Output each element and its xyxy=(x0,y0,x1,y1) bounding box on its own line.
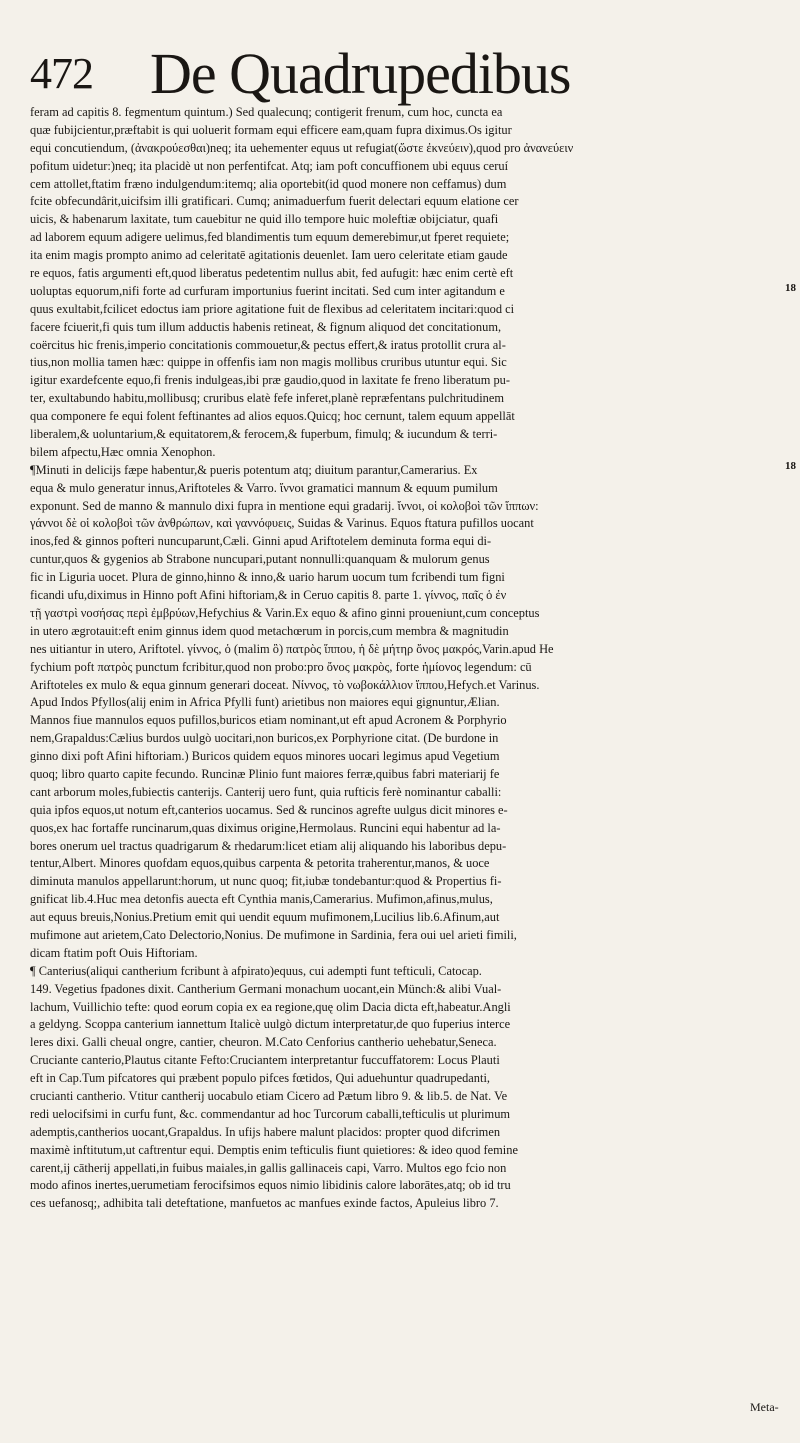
text-line: mufimone aut arietem,Cato Delectorio,Nonius. De mufimone in Sardinia, fera oui uel arieti fimili, xyxy=(30,927,517,942)
text-line: feram ad capitis 8. fegmentum quintum.) Sed qualecunq; contigerit frenum, cum hoc, cuncta ea xyxy=(30,105,503,119)
text-line: leres dixi. Galli cheual ongre, cantier, cheuron. M.Cato Cenforius cantherio uehebatur,Seneca. xyxy=(30,1035,497,1050)
text-line: redi uelocifsimi in curfu funt, &c. commendantur ad hoc Turcorum caballi,tefticulis ut plurimum xyxy=(30,1106,511,1121)
text-line: ter, exultabundo habitu,mollibusq; cruribus elatè fefe inferet,planè repræfentans pulchritudinem xyxy=(30,391,504,406)
text-line: ad laborem equum adigere uelimus,fed blandimentis tum equum demerebimur,ut fperet requiete; xyxy=(30,230,510,245)
text-line: carent,ij cātherij appellati,in fuibus maiales,in gallis gallinaceis capi, Varro. Multos ego fcio non xyxy=(30,1160,507,1175)
text-line: liberalem,& uoluntarium,& equitatorem,& ferocem,& fuperbum, fimulq; & iucundum & terri- xyxy=(30,427,498,442)
text-line: ficandi ufu,diximus in Hinno poft Afini hiftoriam,& in Ceruo capitis 8. parte 1. γίννος, παῖς ὁ ἐν xyxy=(30,588,507,603)
text-line: τῇ γαστρὶ νοσήσας περὶ ἐμβρύων,Hefychius & Varin.Ex equo & afino ginni proueniunt,cum conceptus xyxy=(30,605,540,620)
page-header xyxy=(30,38,790,108)
text-line: ces uefanosq;, adhibita tali deteftatione, manfuetos ac manfues exinde factos, Apuleius libro 7. xyxy=(30,1196,499,1211)
text-line: pofitum uidetur:)neq; ita placidè ut non perfentifcat. Atq; iam poft concuffionem ubi equus ceruí xyxy=(30,158,509,173)
text-line: quus exultabit,fcilicet edoctus iam priore agitatione fuit de flexibus ad celeritatem incitari:quod ci xyxy=(30,301,515,316)
text-line: quos,ex hac fortaffe runcinarum,quas diximus origine,Hermolaus. Runcini equi habentur ad la- xyxy=(30,820,501,835)
text-line: uoluptas equorum,nifi forte ad curfuram importunius fuerint incitati. Sed cum inter agitandum e xyxy=(30,283,505,298)
text-line: Cruciante canterio,Plautus citante Fefto:Cruciantem interpretantur fuccuffatorem: Locus Plauti xyxy=(30,1053,500,1068)
text-line: quæ fubijcientur,præftabit is qui uoluerit formam equi efficere eam,quam fupra diximus.Os igitur xyxy=(30,122,512,137)
text-line: in utero ægrotauit:eft enim ginnus idem quod metachœrum in porcis,cum membra & magnitudin xyxy=(30,623,509,638)
text-line: lachum, Vuillichio tefte: quod eorum copia ex ea regione,quę olim Dacia dicta eft,habeatur.Angli xyxy=(30,999,511,1014)
text-line: bilem afpectu,Hæc omnia Xenophon. xyxy=(30,444,216,459)
text-line: fic in Liguria uocet. Plura de ginno,hinno & inno,& uario harum uocum tum fcribendi tum figni xyxy=(30,570,505,585)
text-line: maximè inftitutum,ut caftrentur equi. Demptis enim tefticulis fiunt quietiores: & ideo quod femine xyxy=(30,1142,518,1157)
body-text xyxy=(30,104,798,1213)
text-line: quia ipfos equos,ut notum eft,canterios uocamus. Sed & runcinos agrefte uulgus dicit minores e- xyxy=(30,802,508,817)
text-line: equa & mulo generatur innus,Ariftoteles & Varro. ἴννοι gramatici mannum & equum pumilum xyxy=(30,480,498,495)
page-number: 472 xyxy=(30,49,93,98)
text-line: cant arborum moles,fubiectis canterijs. Canterij uero funt, quia rufticis ferè nominantur caballi: xyxy=(30,784,502,799)
text-line: ginno dixi poft Afini hiftoriam.) Buricos quidem equos minores uocari legimus apud Vegetium xyxy=(30,749,500,764)
text-line: dicam ftatim poft Ouis Hiftoriam. xyxy=(30,945,198,960)
text-line: equi concutiendum, (ἀνακρούεσθαι)neq; ita uehementer equus ut refugiat(ὥστε ἐκνεύειν),quod pro ἀνανεύειν xyxy=(30,140,574,155)
text-line: re equos, fatis argumenti eft,quod liberatus pedetentim nullus abit, fed aufugit: hæc enim certè eft xyxy=(30,266,514,281)
text-line: fcite obfecundârit,uicifsim illi gratificari. Cumq; animaduerfum fuerit delectari equum elatione cer xyxy=(30,194,519,209)
text-line: nem,Grapaldus:Cælius burdos uulgò uocitari,non buricos,ex Porphyrione citat. (De burdone in xyxy=(30,731,499,746)
page-title: De Quadrupedibus xyxy=(150,41,571,106)
text-line: aut equus breuis,Nonius.Pretium emit qui uendit equum mufimonem,Lucilius lib.6.Afinum,aut xyxy=(30,910,500,925)
text-line: Ariftoteles ex mulo & equa ginnum generari doceat. Νίννος, τὸ νωβοκάλλιον ἵππου,Hefych.et Varinus. xyxy=(30,677,540,692)
text-line: 149. Vegetius fpadones dixit. Cantherium Germani monachum uocant,ein Münch:& alibi Vual- xyxy=(30,981,502,996)
text-line: quoq; libro quarto capite fecundo. Runcinæ Plinio funt maiores ferræ,quibus fabri materiarij fe xyxy=(30,766,500,781)
text-line: crucianti cantherio. Vtitur cantherij uocabulo etiam Cicero ad Pætum libro 9. & lib.5. de Nat. Ve xyxy=(30,1088,508,1103)
text-line: nes uitiantur in utero, Ariftotel. γίννος, ὁ (malim ὃ) πατρὸς ἵππου, ἡ δὲ μήτηρ ὄνος μακρός,Varin.apud He xyxy=(30,641,554,656)
text-line: fychium poft πατρὸς punctum fcribitur,quod non probo:pro ὄνος μακρὸς, forte ἡμίονος legendum: cū xyxy=(30,659,532,674)
text-line: modo afinos inertes,uerumetiam ferocifsimos equos nimio libidinis calore laborātes,atq; ob id tru xyxy=(30,1178,511,1193)
text-line: ita enim magis prompto animo ad celeritatē agitationis deuenlet. Iam uero celeritate etiam gaude xyxy=(30,248,508,263)
text-line: facere fciuerit,fi quis tum illum adductis habenis retineat, & fignum aliquod det concitationum, xyxy=(30,319,502,334)
text-line: bores onerum uel tractus quadrigarum & rhedarum:licet etiam alij aliquando his laboribus depu- xyxy=(30,838,507,853)
text-line: ¶ Canterius(aliqui cantherium fcribunt à afpirato)equus, cui adempti funt tefticuli, Catocap. xyxy=(30,963,482,978)
text-line: ademptis,cantherios uocant,Grapaldus. In ufijs habere malunt placidos: propter quod difcrimen xyxy=(30,1124,501,1139)
text-line: tentur,Albert. Minores quofdam equos,quibus carpenta & petorita traherentur,manos, & uoce xyxy=(30,856,490,871)
text-line: inos,fed & ginnos pofteri nuncuparunt,Cæli. Ginni apud Ariftotelem deminuta forma equi di- xyxy=(30,534,492,549)
text-line: cuntur,quos & gygenios ab Strabone nuncupari,putant nonnulli:quanquam & mulorum genus xyxy=(30,552,490,567)
text-line: Mannos fiue mannulos equos pufillos,buricos etiam nominant,ut eft apud Acronem & Porphyrio xyxy=(30,713,507,728)
text-line: γάννοι δὲ οἱ κολοβοὶ τῶν ἀνθρώπων, καὶ γαννόφυεις, Suidas & Varinus. Equos ftatura pufillos uocant xyxy=(30,516,534,531)
text-line: ¶Minuti in delicijs fæpe habentur,& pueris potentum atq; diuitum parantur,Camerarius. Ex xyxy=(30,462,478,477)
text-line: exponunt. Sed de manno & mannulo dixi fupra in mentione equi gradarij. ἴννοι, οἱ κολοβοὶ τῶν ἵππων: xyxy=(30,498,539,513)
text-line: Apud Indos Pfyllos(alij enim in Africa Pfylli funt) arietibus non maiores equi gignuntur,Ælian. xyxy=(30,695,500,710)
margin-mark: 18 xyxy=(785,282,796,294)
text-line: qua componere fe equi folent feftinantes ad alios equos.Quicq; hoc cernunt, talem equum appellāt xyxy=(30,409,515,424)
text-line: tius,non mollia tamen hæc: quippe in offenfis iam non magis mollibus cruribus utuntur equi. Sic xyxy=(30,355,507,370)
margin-mark: 18 xyxy=(785,460,796,472)
text-line: uicis, & habenarum laxitate, tum cauebitur ne quid illo tempore huic moleftiæ obijciatur, quafi xyxy=(30,212,499,227)
catchword: Meta- xyxy=(750,1400,779,1414)
text-line: coërcitus hic frenis,imperio concitationis commouetur,& pectus effert,& iratus protollit crura al- xyxy=(30,337,506,352)
text-line: a geldyng. Scoppa canterium iannettum Italicè uulgò dictum interpretatur,de quo fuperius interce xyxy=(30,1017,511,1032)
text-line: diminuta manulos appellarunt:horum, ut nunc quoq; fit,iubæ tondebantur:quod & Propertius fi- xyxy=(30,874,502,889)
text-line: gnificat lib.4.Huc mea detonfis auecta eft Cynthia manis,Camerarius. Mufimon,afinus,mulus, xyxy=(30,892,493,907)
text-line: igitur exardefcente equo,fi frenis indulgeas,ibi præ gaudio,quod in laxitate fe freno liberatum pu- xyxy=(30,373,510,388)
text-line: eft in Cap.Tum pifcatores qui præbent populo pifces fœtidos, Qui aduehuntur quadrupedanti, xyxy=(30,1071,490,1086)
text-line: cem attollet,ftatim fræno indulgendum:itemq; alia oportebit(id quod monere non ceffamus) dum xyxy=(30,176,507,191)
